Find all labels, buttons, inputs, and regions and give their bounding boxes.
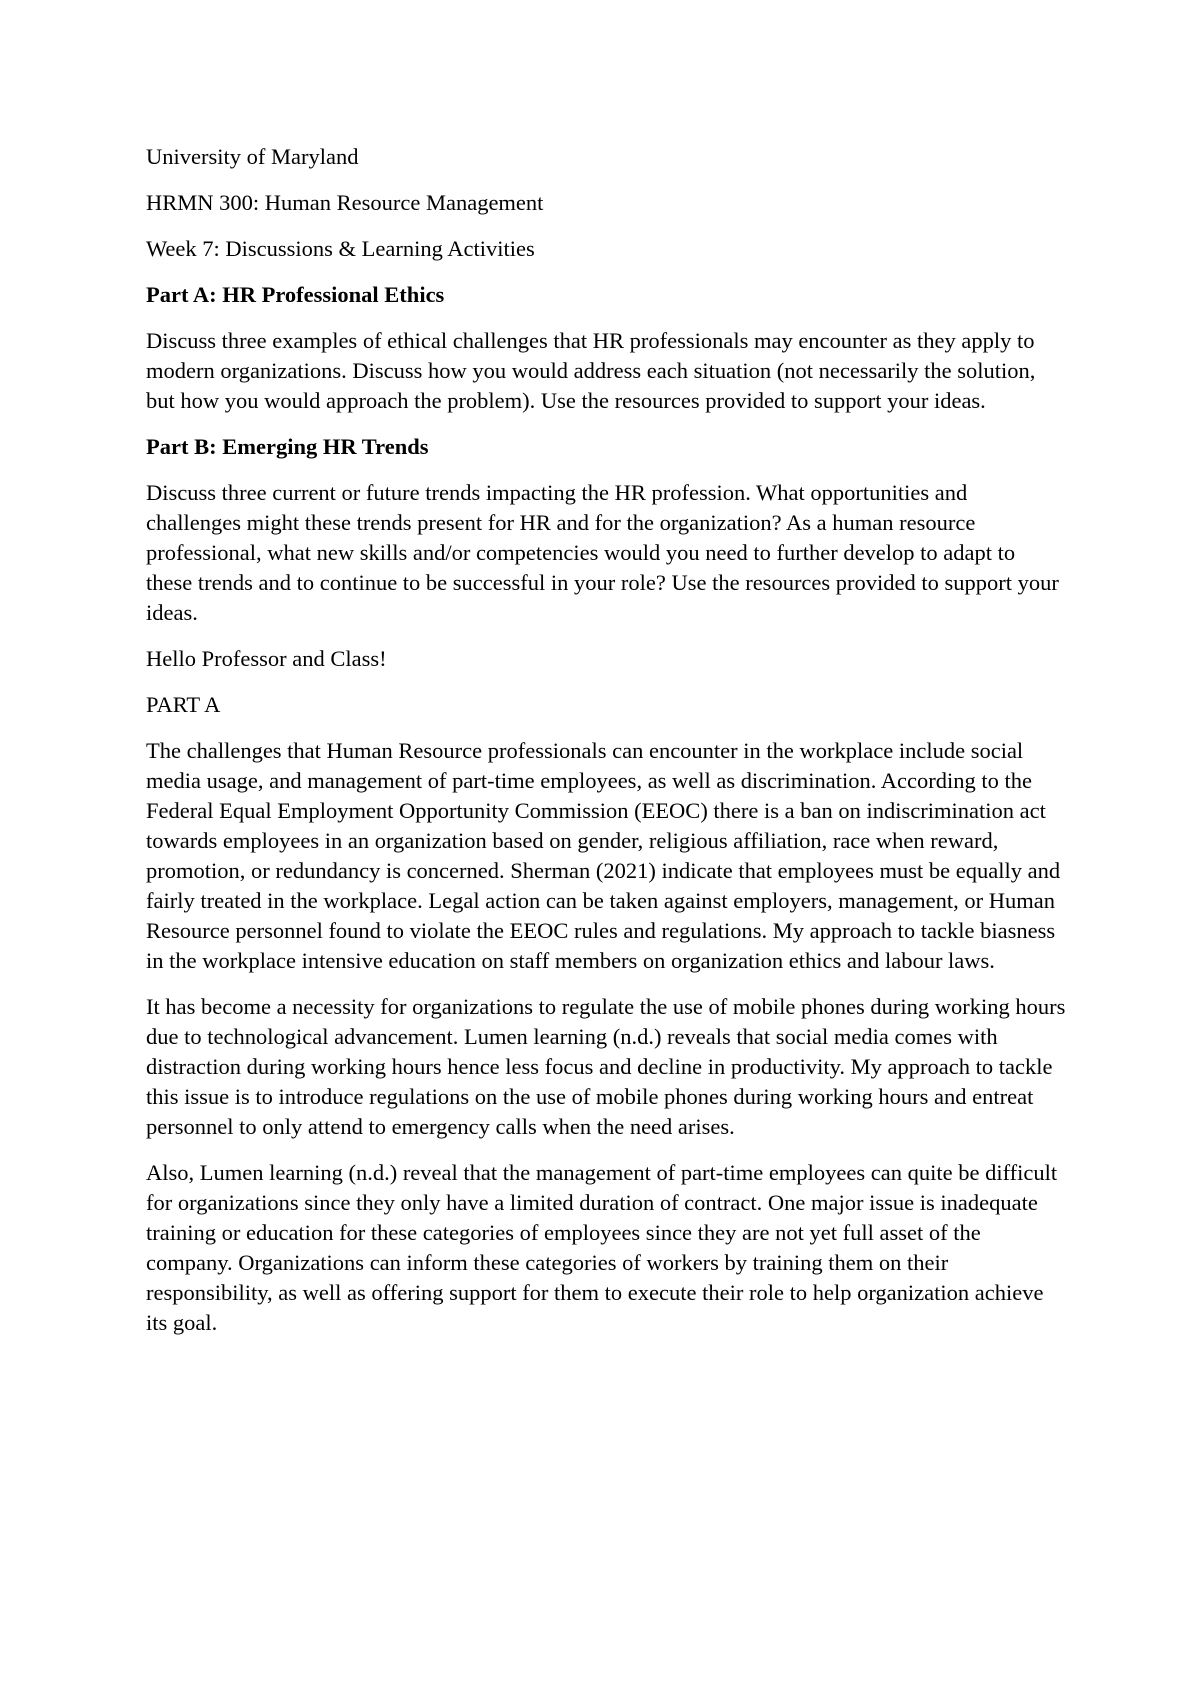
document-body [146,142,1066,1354]
part-a-heading: Part A: HR Professional Ethics [146,282,445,307]
greeting: Hello Professor and Class! [146,646,387,671]
university-name: University of Maryland [146,144,359,169]
response-paragraph: The challenges that Human Resource professionals can encounter in the workplace include social media usage, and management of part-time employees, as well as discrimination. According to the Federal Equal Employment Opportunity Commission (EEOC) there is a ban on indiscrimination act towards employees in an organization based on gender, religious affiliation, race when reward, promotion, or redundancy is concerned. Sherman (2021) indicate that employees must be equally and fairly treated in the workplace. Legal action can be taken against employers, management, or Human Resource personnel found to violate the EEOC rules and regulations. My approach to tackle biasness in the workplace intensive education on staff members on organization ethics and labour laws. [146,738,1061,973]
part-b-prompt: Discuss three current or future trends impacting the HR profession. What opportunities and challenges might these trends present for HR and for the organization? As a human resource professional, what new skills and/or competencies would you need to further develop to adapt to these trends and to continue to be successful in your role? Use the resources provided to support your ideas. [146,480,1059,625]
response-paragraph: Also, Lumen learning (n.d.) reveal that the management of part-time employees can quite be difficult for organizations since they only have a limited duration of contract. One major issue is inadequate training or education for these categories of employees since they are not yet full asset of the company. Organizations can inform these categories of workers by training them on their responsibility, as well as offering support for them to execute their role to help organization achieve its goal. [146,1160,1058,1335]
course-title: HRMN 300: Human Resource Management [146,190,544,215]
part-a-prompt: Discuss three examples of ethical challenges that HR professionals may encounter as they apply to modern organizations. Discuss how you would address each situation (not necessarily the solution, but how you would approach the problem). Use the resources provided to support your ideas. [146,328,1036,413]
part-b-heading: Part B: Emerging HR Trends [146,434,429,459]
response-paragraph: It has become a necessity for organizations to regulate the use of mobile phones during working hours due to technological advancement. Lumen learning (n.d.) reveals that social media comes with distraction during working hours hence less focus and decline in productivity. My approach to tackle this issue is to introduce regulations on the use of mobile phones during working hours and entreat personnel to only attend to emergency calls when the need arises. [146,994,1066,1139]
week-title: Week 7: Discussions & Learning Activities [146,236,535,261]
response-part-label: PART A [146,692,221,717]
